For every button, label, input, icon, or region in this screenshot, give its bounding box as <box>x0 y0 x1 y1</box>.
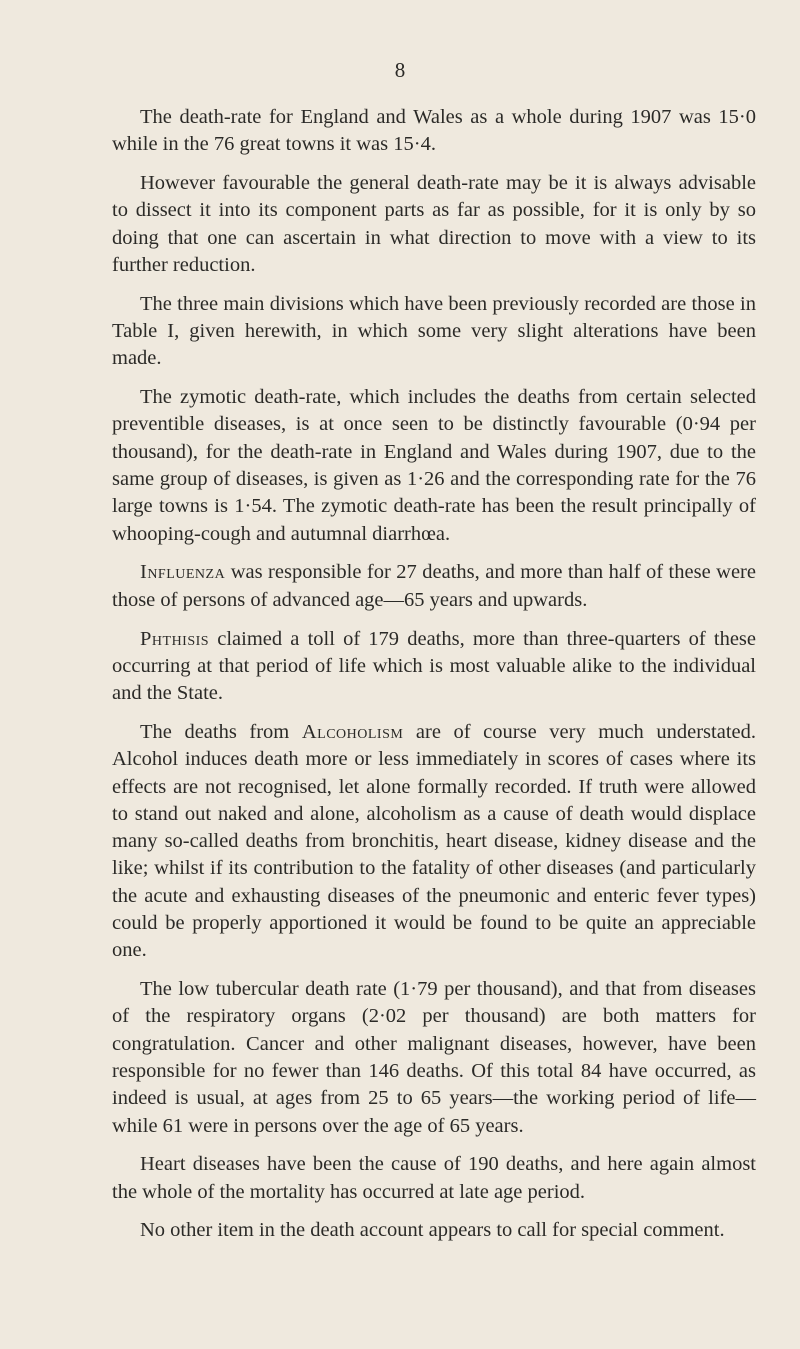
paragraph-divisions <box>112 291 756 373</box>
paragraph-tubercular <box>112 976 756 1140</box>
paragraph-death-rate <box>112 104 756 159</box>
paragraph-zymotic <box>112 384 756 548</box>
paragraph-text: The zymotic death-rate, which includes the deaths from certain selected preventible diseases, is at once seen to be distinctly favourable (0·94 per thousand), for the death-rate in England and Wales during 1907, due to the same group of diseases, is given as 1·26 and the corresponding rate for the 76 large towns is 1·54. The zymotic death-rate has been the result principally of whooping-cough and autumnal diarrhœa. <box>112 386 756 545</box>
paragraph-text: Heart diseases have been the cause of 190 deaths, and here again almost the whole of the mortality has occurred at late age period. <box>112 1153 756 1203</box>
paragraph-phthisis <box>112 626 756 708</box>
paragraph-text: No other item in the death account appears to call for special comment. <box>140 1219 725 1242</box>
paragraph-dissection <box>112 170 756 279</box>
paragraph-prefix: The deaths from <box>140 720 302 743</box>
paragraph-alcoholism <box>112 719 756 965</box>
heading-phthisis: Phthisis <box>140 627 210 650</box>
paragraph-heart-disease <box>112 1151 756 1206</box>
heading-alcoholism: Alcoholism <box>301 720 404 743</box>
page-number: 8 <box>394 58 406 82</box>
paragraph-text: claimed a toll of 179 deaths, more than three-quarters of these occurring at that period of life which is most valuable alike to the individual and the State. <box>112 627 756 705</box>
paragraph-text: The three main divisions which have been previously recorded are those in Table I, given herewith, in which some very slight alterations have been made. <box>112 292 756 370</box>
body-text <box>112 104 756 1256</box>
paragraph-text: However favourable the general death-rate may be it is always advisable to dissect it into its component parts as far as possible, for it is only by so doing that one can ascertain in what direction to move with a view to its further reduction. <box>112 172 756 276</box>
paragraph-closing <box>112 1217 756 1244</box>
paragraph-text: The death-rate for England and Wales as a whole during 1907 was 15·0 while in the 76 great towns it was 15·4. <box>112 106 756 156</box>
heading-influenza: Influenza <box>140 561 226 584</box>
paragraph-text: are of course very much understated. Alcohol induces death more or less immediately in scores of cases where its effects are not recognised, let alone formally recorded. If truth were allowed to stand out naked and alone, alcoholism as a cause of death would displace many so-called deaths from bronchitis, heart disease, kidney disease and the like; whilst if its contribution to the fatality of other diseases (and particularly the acute and exhausting diseases of the pneumonic and enteric fever types) could be properly apportioned it would be found to be quite an appreciable one. <box>112 720 756 962</box>
paragraph-text: The low tubercular death rate (1·79 per thousand), and that from diseases of the respiratory organs (2·02 per thousand) are both matters for congratulation. Cancer and other malignant diseases, however, have been responsible for no fewer than 146 deaths. Of this total 84 have occurred, as indeed is usual, at ages from 25 to 65 years—the working period of life—while 61 were in persons over the age of 65 years. <box>112 978 756 1137</box>
paragraph-text: was responsible for 27 deaths, and more than half of these were those of persons of advanced age—65 years and upwards. <box>112 561 756 611</box>
paragraph-influenza <box>112 559 756 614</box>
